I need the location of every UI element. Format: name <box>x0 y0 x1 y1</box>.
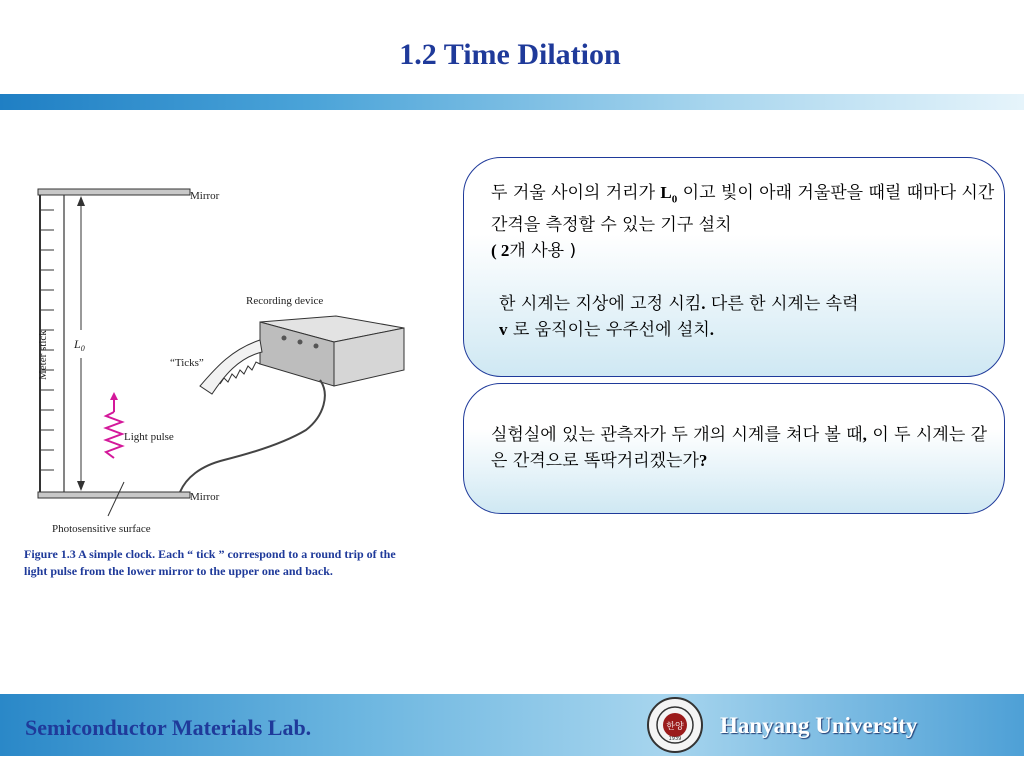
mirror-bottom-label: Mirror <box>190 491 220 503</box>
light-pulse-label: Light pulse <box>124 431 174 443</box>
svg-text:한양: 한양 <box>666 722 684 732</box>
l0-label: $L_0$ <box>74 337 85 353</box>
page-title: 1.2 Time Dilation <box>399 38 621 71</box>
mirror-top <box>38 189 190 195</box>
photosensitive-label: Photosensitive surface <box>52 523 151 535</box>
caption-line-2: light pulse from the lower mirror to the upper one and back. <box>24 564 333 578</box>
text-box-setup <box>463 157 1005 377</box>
recording-device-label: Recording device <box>246 295 324 307</box>
university-name: Hanyang University <box>720 713 918 738</box>
lab-name: Semiconductor Materials Lab. <box>25 715 312 740</box>
question-paragraph: 실험실에 있는 관측자가 두 개의 시계를 쳐다 볼 때, 이 두 시계는 같은 간격으로 똑딱거리겠는가? <box>491 425 988 471</box>
caption-line-1: Figure 1.3 A simple clock. Each “ tick ” correspond to a round trip of the <box>24 547 396 561</box>
setup-paragraph: 두 거울 사이의 거리가 $L_0$ 이고 빛이 아래 거울판을 때릴 때마다 시간간격을 측정할 수 있는 기구 설치 ( 2개 사용 ) <box>491 183 995 262</box>
meter-stick-label: Meter stick <box>37 330 49 380</box>
clock-figure <box>24 180 408 536</box>
ticks-label: “Ticks” <box>170 357 204 369</box>
svg-text:1939: 1939 <box>668 736 682 742</box>
mirror-top-label: Mirror <box>190 190 220 202</box>
figure-caption <box>24 546 474 580</box>
university-seal-icon <box>646 696 704 754</box>
clocks-paragraph: 한 시계는 지상에 고정 시킴. 다른 한 시계는 속력 v 로 움직이는 우주선에 설치. <box>499 294 859 340</box>
header-band <box>0 94 1024 110</box>
text-box-question <box>463 383 1005 514</box>
mirror-bottom <box>38 492 190 498</box>
